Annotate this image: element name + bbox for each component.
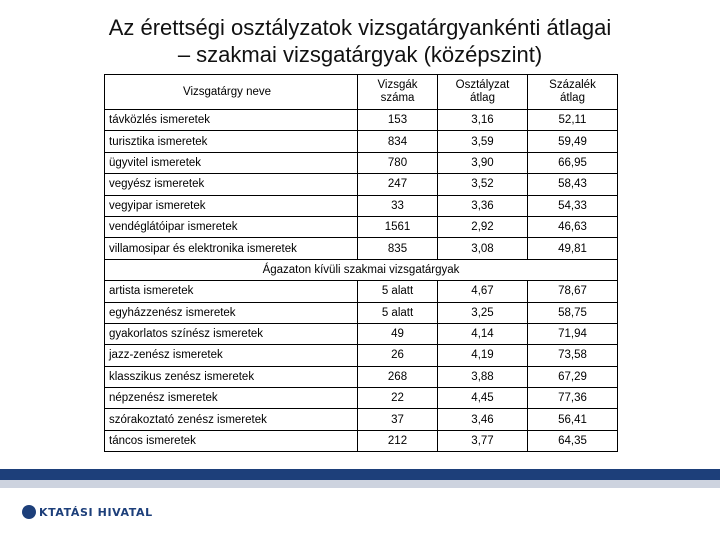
cell-subject: vegyipar ismeretek: [105, 195, 358, 216]
cell-count: 834: [358, 131, 438, 152]
cell-count: 26: [358, 345, 438, 366]
oktatasi-hivatal-logo: [22, 503, 153, 521]
cell-subject: vendéglátóipar ismeretek: [105, 216, 358, 237]
cell-subject: klasszikus zenész ismeretek: [105, 366, 358, 387]
cell-percent: 59,49: [528, 131, 618, 152]
cell-grade: 3,16: [438, 110, 528, 131]
cell-count: 212: [358, 430, 438, 451]
table-row: [105, 110, 618, 131]
cell-subject: egyházzenész ismeretek: [105, 302, 358, 323]
cell-percent: 58,75: [528, 302, 618, 323]
cell-percent: 73,58: [528, 345, 618, 366]
header-exam-count: Vizsgák száma: [358, 75, 438, 110]
cell-grade: 3,36: [438, 195, 528, 216]
cell-percent: 52,11: [528, 110, 618, 131]
table-row: [105, 238, 618, 259]
cell-grade: 3,77: [438, 430, 528, 451]
cell-grade: 4,67: [438, 281, 528, 302]
table-row: [105, 388, 618, 409]
cell-count: 49: [358, 323, 438, 344]
cell-count: 33: [358, 195, 438, 216]
cell-grade: 3,08: [438, 238, 528, 259]
cell-subject: turisztika ismeretek: [105, 131, 358, 152]
cell-count: 268: [358, 366, 438, 387]
cell-count: 37: [358, 409, 438, 430]
cell-percent: 58,43: [528, 174, 618, 195]
cell-grade: 4,45: [438, 388, 528, 409]
header-percent-average: Százalék átlag: [528, 75, 618, 110]
cell-subject: gyakorlatos színész ismeretek: [105, 323, 358, 344]
cell-subject: szórakoztató zenész ismeretek: [105, 409, 358, 430]
section-label: Ágazaton kívüli szakmai vizsgatárgyak: [105, 259, 618, 280]
cell-subject: jazz-zenész ismeretek: [105, 345, 358, 366]
table-header-row: [105, 75, 618, 110]
title-line-1: Az érettségi osztályzatok vizsgatárgyankénti átlagai: [108, 15, 612, 40]
cell-percent: 46,63: [528, 216, 618, 237]
cell-count: 835: [358, 238, 438, 259]
table-row: [105, 366, 618, 387]
cell-count: 5 alatt: [358, 302, 438, 323]
cell-subject: táncos ismeretek: [105, 430, 358, 451]
cell-percent: 71,94: [528, 323, 618, 344]
cell-subject: távközlés ismeretek: [105, 110, 358, 131]
cell-grade: 3,25: [438, 302, 528, 323]
page-title: [0, 14, 720, 68]
footer-band-dark: [0, 469, 720, 480]
cell-grade: 4,14: [438, 323, 528, 344]
cell-grade: 3,59: [438, 131, 528, 152]
logo-circle-icon: [22, 505, 36, 519]
cell-percent: 77,36: [528, 388, 618, 409]
cell-subject: ügyvitel ismeretek: [105, 152, 358, 173]
table-row: [105, 174, 618, 195]
cell-subject: villamosipar és elektronika ismeretek: [105, 238, 358, 259]
title-line-2: – szakmai vizsgatárgyak (középszint): [177, 42, 543, 67]
table-row: [105, 281, 618, 302]
table-row: [105, 409, 618, 430]
cell-subject: vegyész ismeretek: [105, 174, 358, 195]
cell-count: 247: [358, 174, 438, 195]
header-grade-average: Osztályzat átlag: [438, 75, 528, 110]
cell-percent: 78,67: [528, 281, 618, 302]
results-table: [104, 74, 618, 452]
cell-grade: 3,46: [438, 409, 528, 430]
cell-count: 22: [358, 388, 438, 409]
table-row: [105, 302, 618, 323]
cell-percent: 56,41: [528, 409, 618, 430]
cell-grade: 4,19: [438, 345, 528, 366]
cell-percent: 54,33: [528, 195, 618, 216]
cell-percent: 64,35: [528, 430, 618, 451]
logo-text: KTATÁSI HIVATAL: [39, 505, 153, 519]
table-row: [105, 216, 618, 237]
cell-percent: 49,81: [528, 238, 618, 259]
cell-percent: 67,29: [528, 366, 618, 387]
cell-grade: 2,92: [438, 216, 528, 237]
cell-percent: 66,95: [528, 152, 618, 173]
table-row: [105, 345, 618, 366]
table-row: [105, 430, 618, 451]
table-row: [105, 195, 618, 216]
cell-grade: 3,88: [438, 366, 528, 387]
cell-count: 780: [358, 152, 438, 173]
table-row: [105, 152, 618, 173]
table-row: [105, 131, 618, 152]
cell-subject: népzenész ismeretek: [105, 388, 358, 409]
footer-band-light: [0, 480, 720, 488]
cell-count: 153: [358, 110, 438, 131]
section-row: [105, 259, 618, 280]
cell-subject: artista ismeretek: [105, 281, 358, 302]
table-row: [105, 323, 618, 344]
cell-grade: 3,90: [438, 152, 528, 173]
cell-grade: 3,52: [438, 174, 528, 195]
cell-count: 5 alatt: [358, 281, 438, 302]
cell-count: 1561: [358, 216, 438, 237]
header-subject-name: Vizsgatárgy neve: [105, 75, 358, 110]
